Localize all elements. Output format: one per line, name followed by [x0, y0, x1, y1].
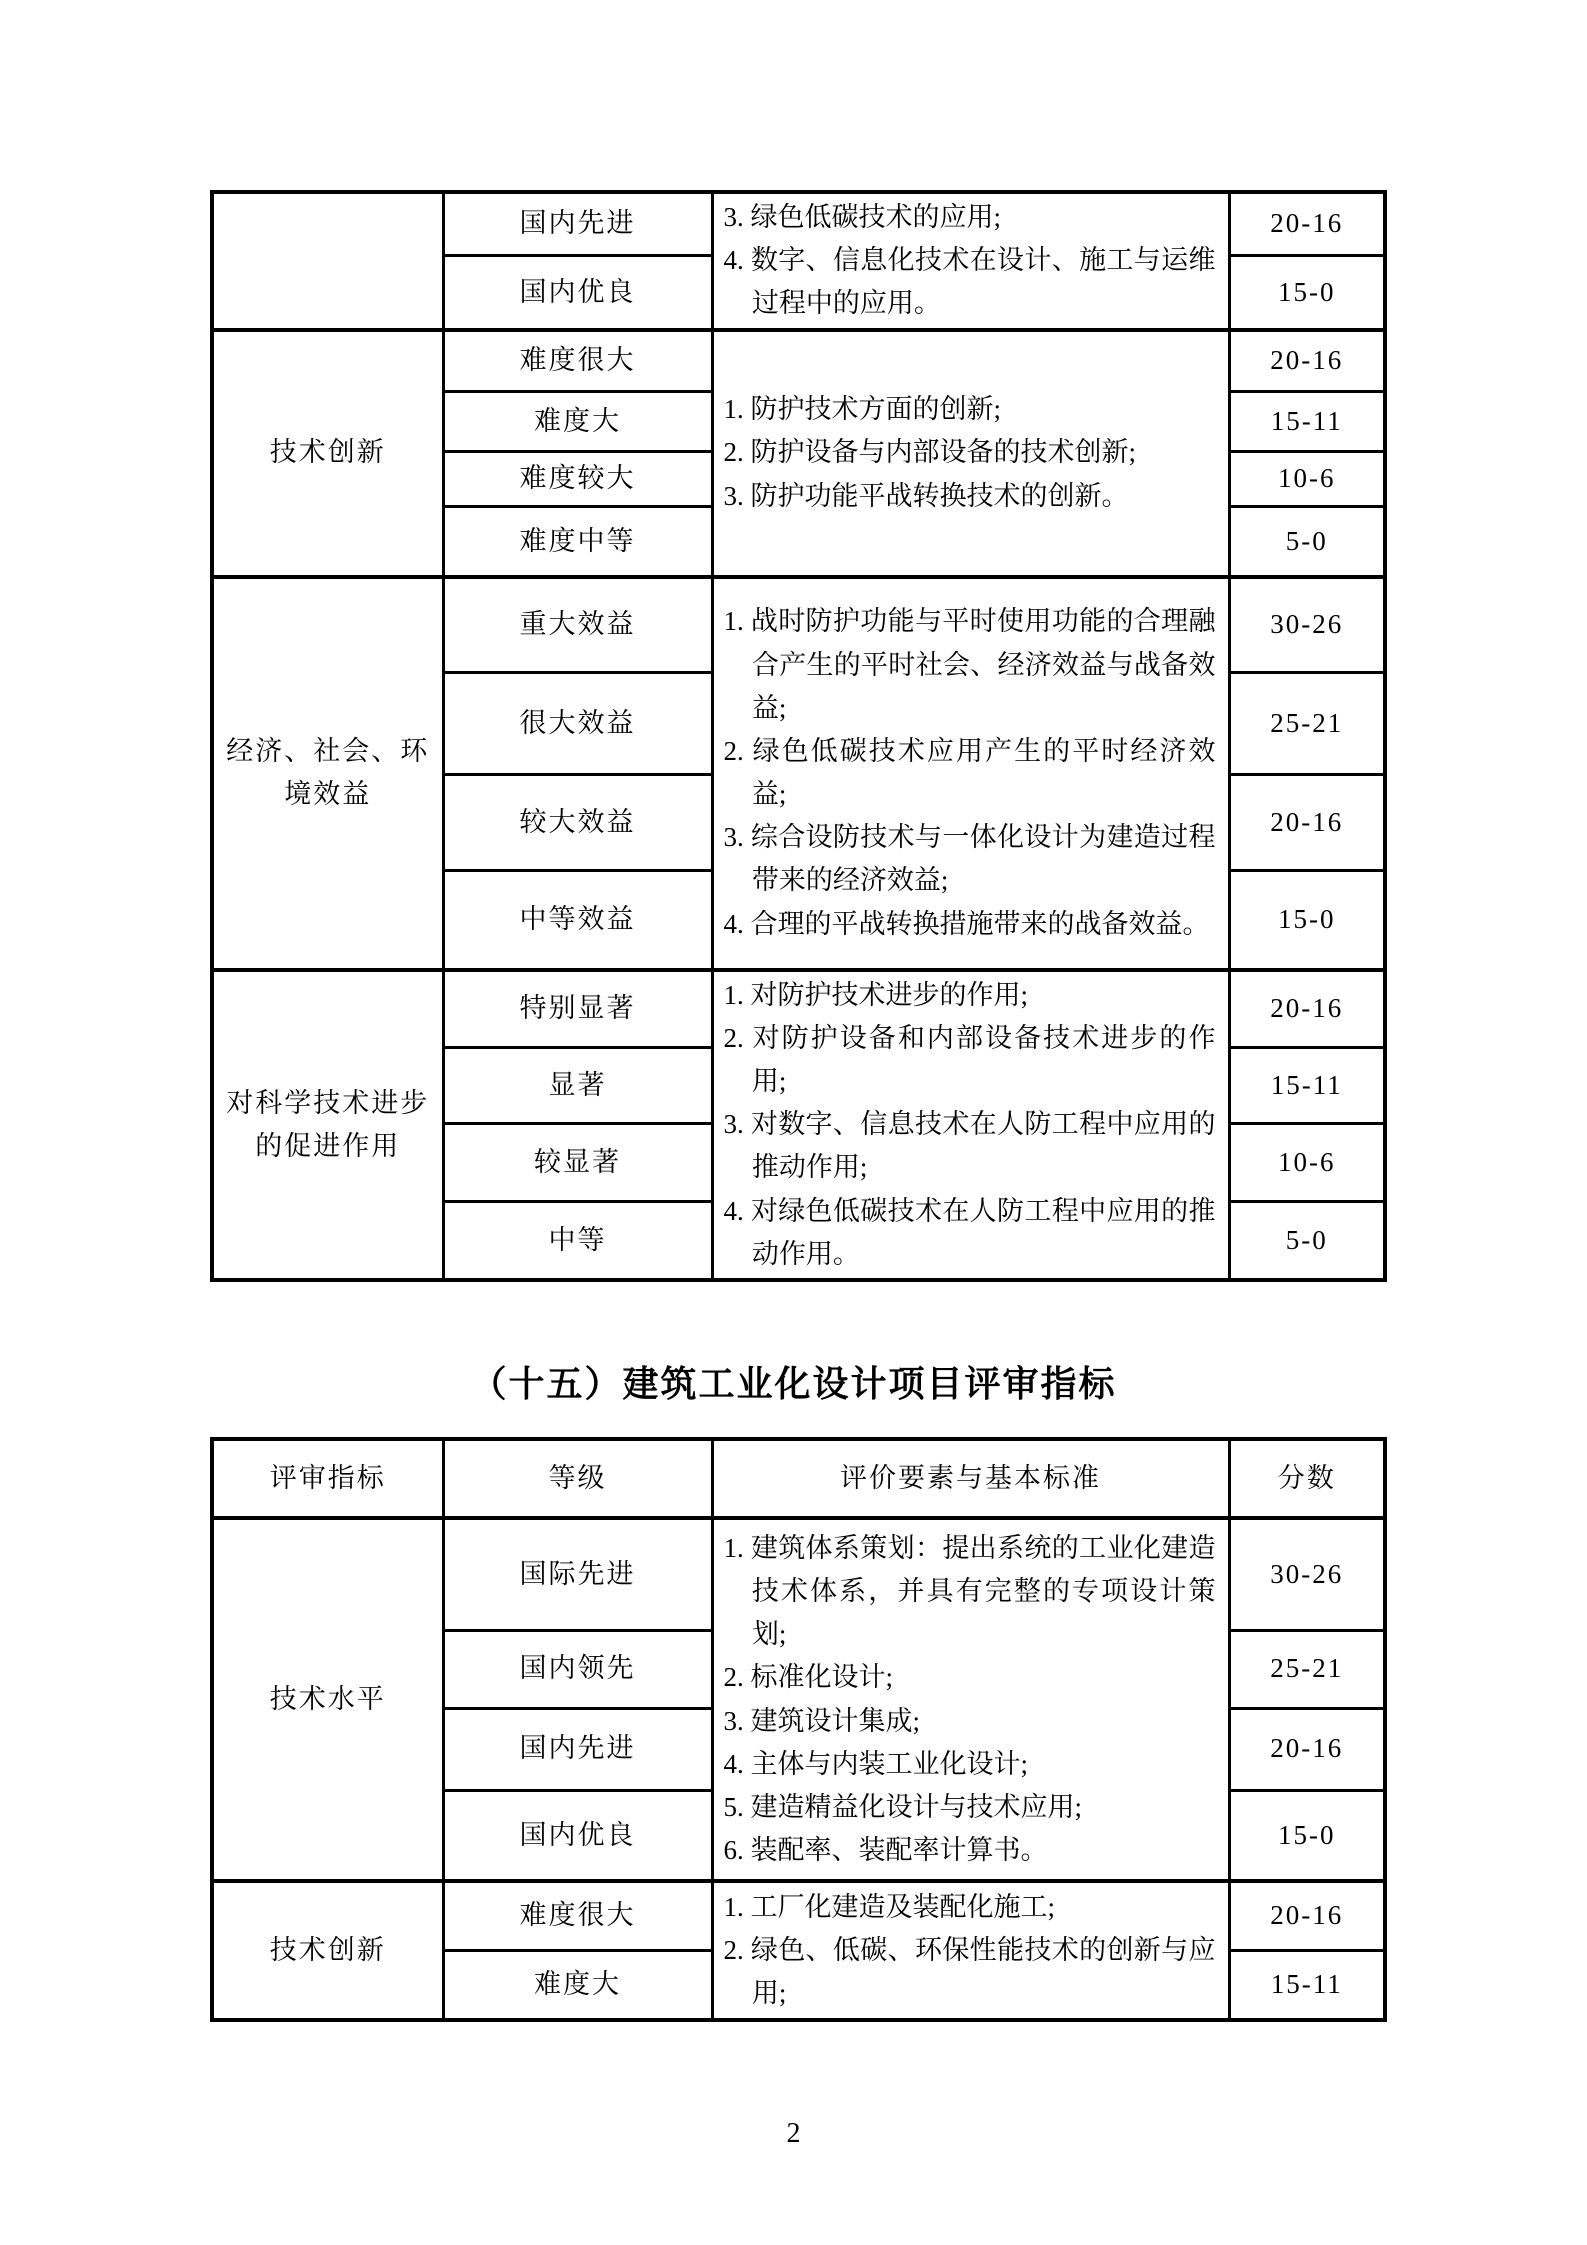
criteria-cell	[712, 1881, 1229, 2020]
score-cell: 10-6	[1229, 1124, 1385, 1202]
criteria-item: 4. 主体与内装工业化设计;	[723, 1748, 1029, 1779]
score-cell: 30-26	[1229, 1518, 1385, 1630]
score-cell: 20-16	[1229, 330, 1385, 392]
grade-cell: 难度中等	[443, 507, 712, 577]
indicator-cell: 经济、社会、环境效益	[212, 577, 443, 970]
criteria-item: 1. 建筑体系策划：提出系统的工业化建造技术体系，并具有完整的专项设计策划;	[723, 1532, 1216, 1650]
criteria-item: 1. 工厂化建造及装配化施工;	[723, 1891, 1056, 1922]
grade-cell: 国内领先	[443, 1630, 712, 1708]
table-header-row	[212, 1439, 1385, 1518]
grade-cell: 较大效益	[443, 775, 712, 871]
score-cell: 20-16	[1229, 775, 1385, 871]
criteria-item: 4. 对绿色低碳技术在人防工程中应用的推动作用。	[723, 1195, 1216, 1269]
indicator-cell: 对科学技术进步的促进作用	[212, 970, 443, 1280]
criteria-cell	[712, 192, 1229, 330]
grade-cell: 重大效益	[443, 577, 712, 673]
table-row	[212, 1518, 1385, 1630]
table-row	[212, 192, 1385, 256]
criteria-item: 2. 标准化设计;	[723, 1662, 894, 1693]
criteria-cell	[712, 970, 1229, 1280]
score-cell: 5-0	[1229, 1201, 1385, 1280]
criteria-item: 1. 战时防护功能与平时使用功能的合理融合产生的平时社会、经济效益与战备效益;	[723, 606, 1216, 723]
grade-cell: 特别显著	[443, 970, 712, 1048]
criteria-item: 6. 装配率、装配率计算书。	[723, 1835, 1048, 1866]
criteria-item: 3. 防护功能平战转换技术的创新。	[723, 480, 1129, 511]
score-cell: 15-0	[1229, 871, 1385, 970]
criteria-item: 3. 建筑设计集成;	[723, 1705, 921, 1736]
criteria-cell	[712, 1518, 1229, 1881]
score-cell: 15-0	[1229, 1790, 1385, 1881]
page-number: 2	[786, 2118, 801, 2149]
grade-cell: 国内优良	[443, 256, 712, 330]
indicator-cell: 技术创新	[212, 1881, 443, 2020]
review-table-industrialized-design	[210, 1437, 1387, 2022]
grade-cell: 难度很大	[443, 1881, 712, 1950]
review-table-continuation	[210, 190, 1387, 1282]
criteria-item: 5. 建造精益化设计与技术应用;	[723, 1791, 1083, 1822]
grade-cell: 国际先进	[443, 1518, 712, 1630]
criteria-item: 2. 防护设备与内部设备的技术创新;	[723, 437, 1137, 468]
grade-cell: 中等效益	[443, 871, 712, 970]
criteria-item: 3. 对数字、信息技术在人防工程中应用的推动作用;	[723, 1109, 1216, 1183]
section-heading: （十五）建筑工业化设计项目评审指标	[470, 1364, 1117, 1404]
header-review-indicator: 评审指标	[212, 1439, 443, 1518]
header-grade: 等级	[443, 1439, 712, 1518]
score-cell: 20-16	[1229, 1708, 1385, 1790]
criteria-item: 3. 绿色低碳技术的应用;	[723, 202, 1002, 232]
header-criteria: 评价要素与基本标准	[712, 1439, 1229, 1518]
grade-cell: 国内先进	[443, 1708, 712, 1790]
criteria-item: 2. 绿色、低碳、环保性能技术的创新与应用;	[723, 1934, 1216, 2009]
score-cell: 20-16	[1229, 192, 1385, 256]
header-score: 分数	[1229, 1439, 1385, 1518]
score-cell: 15-11	[1229, 1047, 1385, 1124]
score-cell: 15-0	[1229, 256, 1385, 330]
score-cell: 25-21	[1229, 673, 1385, 775]
score-cell: 15-11	[1229, 392, 1385, 452]
criteria-item: 1. 对防护技术进步的作用;	[723, 979, 1029, 1010]
score-cell: 5-0	[1229, 507, 1385, 577]
grade-cell: 较显著	[443, 1124, 712, 1202]
grade-cell: 中等	[443, 1201, 712, 1280]
criteria-cell	[712, 577, 1229, 970]
indicator-cell-empty	[212, 192, 443, 330]
criteria-item: 4. 数字、信息化技术在设计、施工与运维过程中的应用。	[723, 245, 1216, 319]
score-cell: 20-16	[1229, 970, 1385, 1048]
table-row	[212, 330, 1385, 392]
table-row	[212, 970, 1385, 1048]
score-cell: 15-11	[1229, 1950, 1385, 2020]
grade-cell: 难度很大	[443, 330, 712, 392]
score-cell: 20-16	[1229, 1881, 1385, 1950]
table-row	[212, 577, 1385, 673]
indicator-cell: 技术创新	[212, 330, 443, 577]
score-cell: 25-21	[1229, 1630, 1385, 1708]
criteria-item: 3. 综合设防技术与一体化设计为建造过程带来的经济效益;	[723, 822, 1216, 896]
grade-cell: 显著	[443, 1047, 712, 1124]
grade-cell: 难度较大	[443, 452, 712, 507]
table-row	[212, 1881, 1385, 1950]
grade-cell: 难度大	[443, 1950, 712, 2020]
grade-cell: 国内优良	[443, 1790, 712, 1881]
criteria-item: 2. 对防护设备和内部设备技术进步的作用;	[723, 1022, 1216, 1096]
grade-cell: 国内先进	[443, 192, 712, 256]
score-cell: 10-6	[1229, 452, 1385, 507]
score-cell: 30-26	[1229, 577, 1385, 673]
grade-cell: 难度大	[443, 392, 712, 452]
criteria-item: 2. 绿色低碳技术应用产生的平时经济效益;	[723, 735, 1216, 810]
indicator-cell: 技术水平	[212, 1518, 443, 1881]
criteria-item: 1. 防护技术方面的创新;	[723, 394, 1002, 425]
grade-cell: 很大效益	[443, 673, 712, 775]
criteria-cell	[712, 330, 1229, 577]
criteria-item: 4. 合理的平战转换措施带来的战备效益。	[723, 908, 1210, 939]
